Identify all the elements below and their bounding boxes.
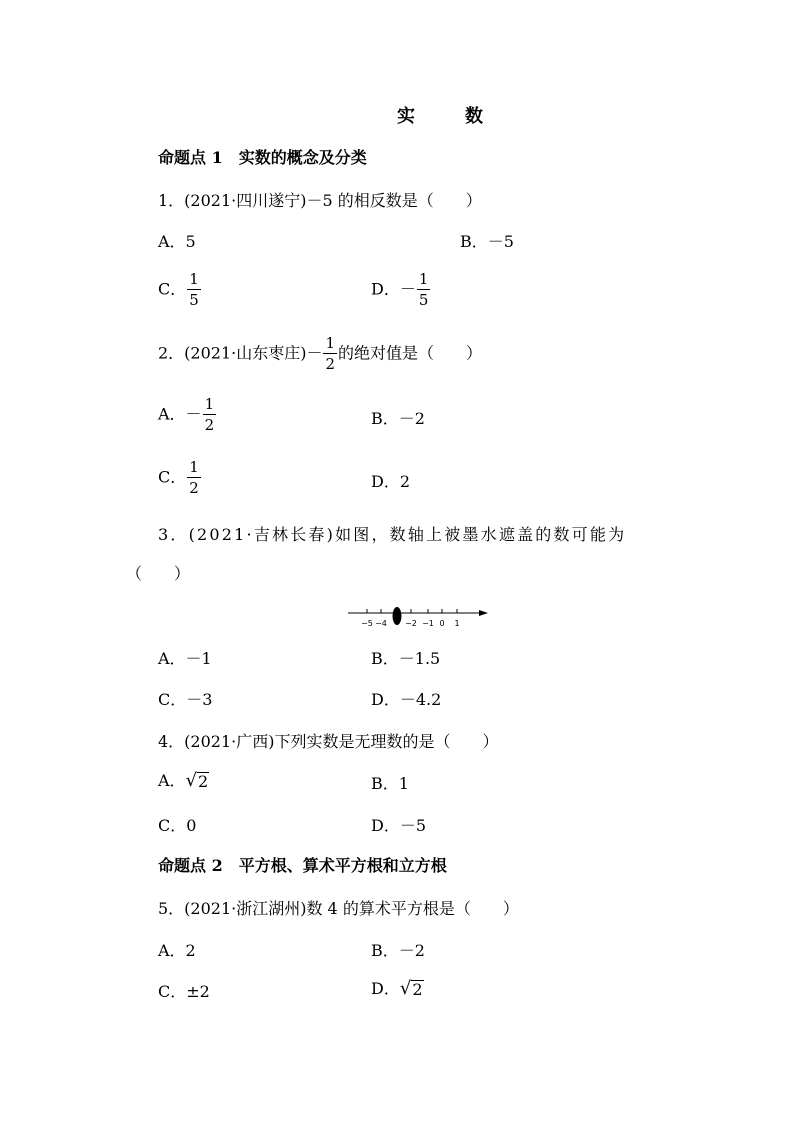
number-line-arrow bbox=[479, 610, 488, 616]
q1-option-b: B．－5 bbox=[460, 232, 514, 251]
tick-label-0: 0 bbox=[439, 619, 445, 628]
q2-c-denominator: 2 bbox=[189, 479, 199, 497]
q1-d-numerator: 1 bbox=[418, 270, 429, 288]
q1-option-a: A．5 bbox=[158, 232, 196, 251]
q1-c-denominator: 5 bbox=[189, 291, 199, 309]
question-3: 3．(2021·吉林长春)如图，数轴上被墨水遮盖的数可能为 bbox=[158, 525, 627, 544]
q2-option-c-label: C． bbox=[158, 467, 187, 487]
question-4: 4．(2021·广西)下列实数是无理数的是（ ） bbox=[158, 732, 499, 751]
q2-a-numerator: 1 bbox=[204, 395, 215, 413]
q2-option-a-label: A．－ bbox=[158, 404, 202, 424]
q2-option-d: D．2 bbox=[371, 472, 411, 491]
q4-option-a bbox=[158, 772, 209, 790]
page-title: 实 数 bbox=[397, 106, 499, 127]
tick-label-minus5: −5 bbox=[361, 619, 373, 628]
q4-option-b: B．1 bbox=[371, 774, 409, 793]
q2-option-a bbox=[158, 397, 217, 433]
q1-c-numerator: 1 bbox=[189, 270, 199, 288]
q2-option-c-fraction bbox=[187, 460, 201, 496]
q1-option-d bbox=[371, 272, 431, 308]
q5-option-a: A．2 bbox=[158, 941, 196, 960]
sqrt-icon: √ bbox=[399, 978, 412, 999]
q3-option-b: B．－1.5 bbox=[371, 649, 441, 668]
q3-option-d: D．－4.2 bbox=[371, 690, 442, 709]
q1-option-d-fraction bbox=[417, 272, 431, 308]
q2-c-numerator: 1 bbox=[189, 458, 199, 476]
q2-denominator: 2 bbox=[325, 355, 336, 373]
q4-option-d: D．－5 bbox=[371, 816, 427, 835]
q3-option-c: C．－3 bbox=[158, 690, 213, 709]
q2-fraction bbox=[323, 336, 337, 372]
q1-option-c-fraction bbox=[187, 272, 201, 308]
q2-option-c bbox=[158, 460, 202, 496]
q5-radicand: 2 bbox=[412, 980, 423, 999]
q2-option-a-fraction bbox=[203, 397, 217, 433]
q2-prefix: 2．(2021·山东枣庄)－ bbox=[158, 343, 323, 363]
sqrt-icon: √ bbox=[185, 770, 198, 791]
q5-sqrt-expression bbox=[400, 980, 424, 998]
ink-blot bbox=[393, 607, 402, 625]
q1-option-d-label: D．－ bbox=[371, 279, 416, 299]
question-5: 5．(2021·浙江湖州)数 4 的算术平方根是（ ） bbox=[158, 899, 519, 918]
q4-option-c: C．0 bbox=[158, 816, 197, 835]
q1-option-c-label: C． bbox=[158, 279, 187, 299]
question-2 bbox=[158, 336, 482, 372]
q5-option-c: C．±2 bbox=[158, 982, 210, 1001]
q2-suffix: 的绝对值是（ ） bbox=[338, 343, 483, 363]
question-3-blank: （ ） bbox=[126, 564, 191, 583]
q2-a-denominator: 2 bbox=[204, 416, 215, 434]
tick-label-minus2: −2 bbox=[405, 619, 417, 628]
q1-option-c bbox=[158, 272, 202, 308]
number-line-figure bbox=[345, 600, 490, 632]
q3-option-a: A．－1 bbox=[158, 649, 212, 668]
q2-option-b: B．－2 bbox=[371, 409, 425, 428]
q4-sqrt-expression bbox=[186, 772, 210, 790]
question-1: 1．(2021·四川遂宁)－5 的相反数是（ ） bbox=[158, 191, 482, 210]
q2-numerator: 1 bbox=[325, 334, 336, 352]
tick-label-1: 1 bbox=[454, 619, 460, 628]
q1-d-denominator: 5 bbox=[418, 291, 429, 309]
section-heading-2: 命题点 2 平方根、算术平方根和立方根 bbox=[158, 856, 447, 875]
section-heading-1: 命题点 1 实数的概念及分类 bbox=[158, 148, 367, 167]
q4-radicand: 2 bbox=[198, 772, 209, 791]
tick-label-minus4: −4 bbox=[375, 619, 387, 628]
q5-option-d bbox=[371, 980, 424, 998]
tick-label-minus1: −1 bbox=[422, 619, 434, 628]
q4-option-a-label: A． bbox=[158, 771, 186, 790]
q5-option-d-label: D． bbox=[371, 979, 400, 998]
q5-option-b: B．－2 bbox=[371, 941, 425, 960]
